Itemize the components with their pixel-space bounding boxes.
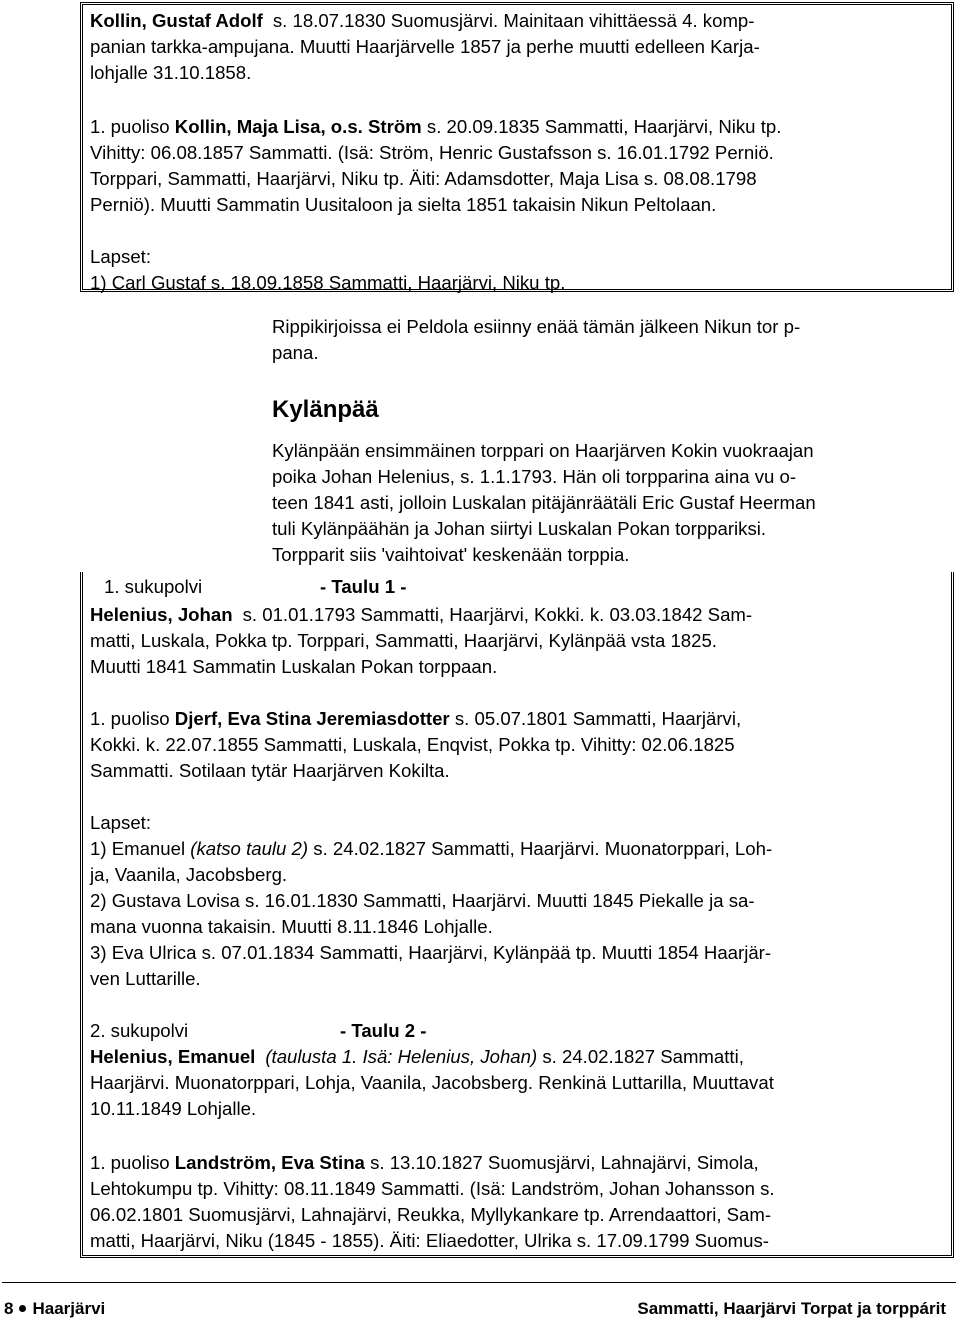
person-name: Helenius, Emanuel bbox=[90, 1046, 256, 1067]
body-text: Kylänpään ensimmäinen torppari on Haarjärven Kokin vuokraajan bbox=[272, 440, 814, 461]
table-label: - Taulu 1 - bbox=[320, 576, 407, 597]
entry-line: panian tarkka-ampujana. Muutti Haarjärvelle 1857 ja perhe muutti edelleen Karja- bbox=[90, 36, 760, 57]
entry-line: Haarjärvi. Muonatorppari, Lohja, Vaanila, Jacobsberg. Renkinä Luttarilla, Muuttavat bbox=[90, 1072, 774, 1093]
body-text: tuli Kylänpäähän ja Johan siirtyi Luskalan Pokan torppariksi. bbox=[272, 518, 767, 539]
person-name: Helenius, Johan bbox=[90, 604, 233, 625]
entry-line: Lehtokumpu tp. Vihitty: 08.11.1849 Sammatti. (Isä: Landström, Johan Johansson s. bbox=[90, 1178, 775, 1199]
entry-line: 1. puoliso Djerf, Eva Stina Jeremiasdotter s. 05.07.1801 Sammatti, Haarjärvi, bbox=[90, 708, 742, 729]
entry-line: Torppari, Sammatti, Haarjärvi, Niku tp. Äiti: Adamsdotter, Maja Lisa s. 08.08.1798 bbox=[90, 168, 757, 189]
entry-line: Perniö). Muutti Sammatin Uusitaloon ja sielta 1851 takaisin Nikun Peltolaan. bbox=[90, 194, 717, 215]
page-number: 8 bbox=[4, 1299, 14, 1318]
entry-line: Helenius, Johan s. 01.01.1793 Sammatti, Haarjärvi, Kokki. k. 03.03.1842 Sam- bbox=[90, 604, 753, 625]
table-label: - Taulu 2 - bbox=[340, 1020, 427, 1041]
child-entry: mana vuonna takaisin. Muutti 8.11.1846 Lohjalle. bbox=[90, 916, 493, 937]
child-entry: 2) Gustava Lovisa s. 16.01.1830 Sammatti, Haarjärvi. Muutti 1845 Piekalle ja sa- bbox=[90, 890, 755, 911]
body-text: Torpparit siis 'vaihtoivat' keskenään torppia. bbox=[272, 544, 630, 565]
page-footer-left bbox=[4, 1298, 105, 1320]
person-name: Kollin, Gustaf Adolf bbox=[90, 10, 263, 31]
entry-line: 1. puoliso Kollin, Maja Lisa, o.s. Ström s. 20.09.1835 Sammatti, Haarjärvi, Niku tp. bbox=[90, 116, 782, 137]
entry-line: matti, Luskala, Pokka tp. Torppari, Sammatti, Haarjärvi, Kylänpää vsta 1825. bbox=[90, 630, 717, 651]
entry-line: Sammatti. Sotilaan tytär Haarjärven Kokilta. bbox=[90, 760, 450, 781]
child-entry: ven Luttarille. bbox=[90, 968, 201, 989]
entry-line: 06.02.1801 Suomusjärvi, Lahnajärvi, Reukka, Myllykankare tp. Arrendaattori, Sam- bbox=[90, 1204, 772, 1225]
children-label: Lapset: bbox=[90, 812, 151, 833]
entry-line: Muutti 1841 Sammatin Luskalan Pokan torppaan. bbox=[90, 656, 498, 677]
entry-line: Kollin, Gustaf Adolf s. 18.07.1830 Suomusjärvi. Mainitaan vihittäessä 4. komp- bbox=[90, 10, 755, 31]
body-text: Rippikirjoissa ei Peldola esiinny enää tämän jälkeen Nikun tor p- bbox=[272, 316, 801, 337]
spouse-name: Kollin, Maja Lisa, o.s. Ström bbox=[174, 116, 422, 137]
bullet-icon bbox=[19, 1305, 26, 1312]
page-footer-right: Sammatti, Haarjärvi Torpat ja torppárit bbox=[637, 1299, 946, 1318]
generation-label: 1. sukupolvi bbox=[104, 576, 203, 597]
spouse-name: Landström, Eva Stina bbox=[174, 1152, 365, 1173]
footer-section: Haarjärvi bbox=[32, 1299, 106, 1318]
body-text: pana. bbox=[272, 342, 319, 363]
spouse-name: Djerf, Eva Stina Jeremiasdotter bbox=[174, 708, 450, 729]
child-entry: 1) Carl Gustaf s. 18.09.1858 Sammatti, Haarjärvi, Niku tp. bbox=[90, 272, 566, 293]
body-text: teen 1841 asti, jolloin Luskalan pitäjänräätäli Eric Gustaf Heerman bbox=[272, 492, 816, 513]
entry-line: 1. puoliso Landström, Eva Stina s. 13.10.1827 Suomusjärvi, Lahnajärvi, Simola, bbox=[90, 1152, 759, 1173]
generation-label: 2. sukupolvi bbox=[90, 1020, 189, 1041]
entry-line: Helenius, Emanuel (taulusta 1. Isä: Helenius, Johan) s. 24.02.1827 Sammatti, bbox=[90, 1046, 744, 1067]
entry-line: matti, Haarjärvi, Niku (1845 - 1855). Äiti: Eliaedotter, Ulrika s. 17.09.1799 Suomus- bbox=[90, 1230, 769, 1251]
children-label: Lapset: bbox=[90, 246, 151, 267]
section-heading: Kylänpää bbox=[272, 396, 379, 423]
child-entry: 1) Emanuel (katso taulu 2) s. 24.02.1827 Sammatti, Haarjärvi. Muonatorppari, Loh- bbox=[90, 838, 773, 859]
entry-line: lohjalle 31.10.1858. bbox=[90, 62, 252, 83]
child-entry: ja, Vaanila, Jacobsberg. bbox=[90, 864, 288, 885]
body-text: poika Johan Helenius, s. 1.1.1793. Hän oli torpparina aina vu o- bbox=[272, 466, 797, 487]
entry-line: Kokki. k. 22.07.1855 Sammatti, Luskala, Enqvist, Pokka tp. Vihitty: 02.06.1825 bbox=[90, 734, 735, 755]
entry-line: 10.11.1849 Lohjalle. bbox=[90, 1098, 257, 1119]
child-entry: 3) Eva Ulrica s. 07.01.1834 Sammatti, Haarjärvi, Kylänpää tp. Muutti 1854 Haarjär- bbox=[90, 942, 772, 963]
entry-line: Vihitty: 06.08.1857 Sammatti. (Isä: Ström, Henric Gustafsson s. 16.01.1792 Perniö. bbox=[90, 142, 774, 163]
footer-rule bbox=[2, 1282, 956, 1283]
